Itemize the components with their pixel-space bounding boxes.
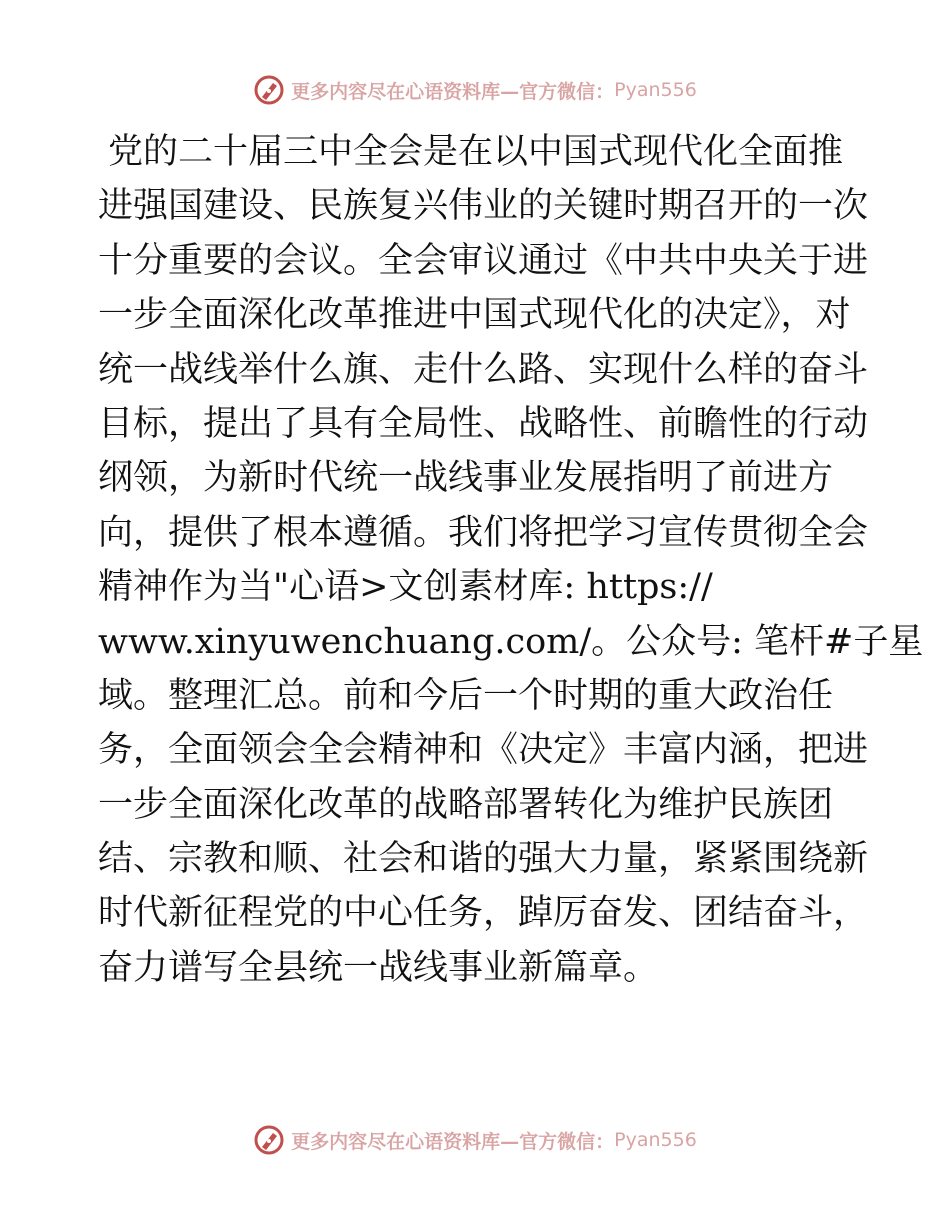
wechat-id: Pyan556 xyxy=(614,79,697,101)
body-line: 一步全面深化改革的战略部署转化为维护民族团 xyxy=(98,784,834,825)
body-line: 奋力谱写全县统一战线事业新篇章。 xyxy=(98,947,659,988)
header-banner xyxy=(0,70,950,110)
body-line: 一步全面深化改革推进中国式现代化的决定》，对 xyxy=(98,295,851,336)
banner-text: 更多内容尽在心语资料库—官方微信： xyxy=(291,80,615,103)
body-line: 结、宗教和顺、社会和谐的强大力量，紧紧围绕新 xyxy=(98,839,869,880)
body-line: www.xinyuwenchuang.com/。公众号: 笔杆#子星 xyxy=(98,621,924,662)
document-body xyxy=(98,125,924,995)
body-line: 务，全面领会全会精神和《决定》丰富内涵，把进 xyxy=(98,730,869,771)
pen-logo-icon xyxy=(253,74,285,106)
body-line: 统一战线举什么旗、走什么路、实现什么样的奋斗 xyxy=(98,349,869,390)
body-line: 域。整理汇总。前和今后一个时期的重大政治任 xyxy=(98,675,834,716)
body-line: 进强国建设、民族复兴伟业的关键时期召开的一次 xyxy=(98,186,869,227)
body-line: 向，提供了根本遵循。我们将把学习宣传贯彻全会 xyxy=(98,512,869,553)
body-line: 精神作为当"心语>文创素材库: https:// xyxy=(98,567,713,608)
body-line: 党的二十届三中全会是在以中国式现代化全面推 xyxy=(108,132,844,172)
body-line: 纲领，为新时代统一战线事业发展指明了前进方 xyxy=(98,458,834,499)
footer-banner xyxy=(0,1120,950,1160)
body-line: 十分重要的会议。全会审议通过《中共中央关于进 xyxy=(98,240,869,281)
body-line: 时代新征程党的中心任务，踔厉奋发、团结奋斗， xyxy=(98,893,869,934)
banner-text: 更多内容尽在心语资料库—官方微信： xyxy=(291,1130,615,1153)
pen-logo-icon xyxy=(253,1124,285,1156)
wechat-id: Pyan556 xyxy=(614,1129,697,1151)
body-line: 目标，提出了具有全局性、战略性、前瞻性的行动 xyxy=(98,403,869,444)
